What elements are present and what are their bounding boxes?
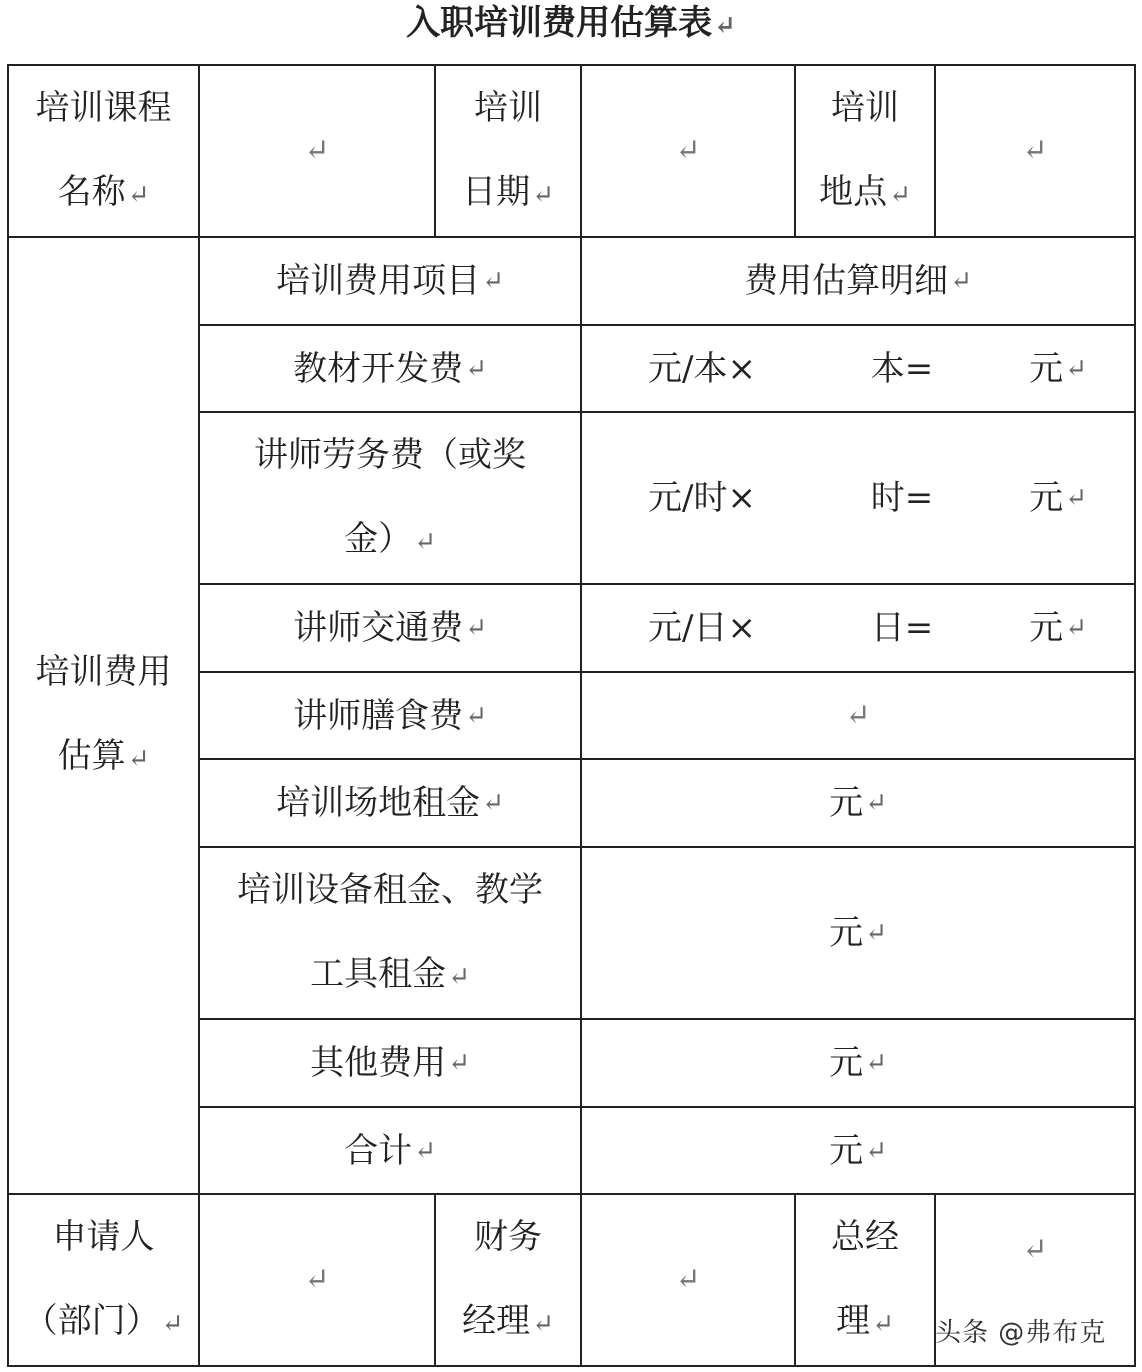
item-lecturer-meals: 讲师膳食费 ↵ (293, 695, 487, 736)
detail-total[interactable]: 元 ↵ (1029, 478, 1087, 518)
detail-other-fees[interactable]: 元 ↵ (829, 1043, 887, 1083)
item-lecturer-transport: 讲师交通费 ↵ (293, 608, 487, 648)
training-location-label: 培训 地点↵ (819, 87, 911, 212)
general-manager-value[interactable]: ↵ (1022, 1232, 1048, 1267)
detail-total[interactable]: 元 ↵ (1029, 348, 1087, 389)
training-estimate-label: 培训费用 估算↵ (35, 652, 172, 776)
detail-unit[interactable]: 元/本× (648, 348, 756, 389)
finance-manager-label: 财务 经理↵ (462, 1216, 554, 1341)
item-material-dev: 教材开发费 ↵ (293, 348, 487, 389)
item-total: 合计 ↵ (344, 1130, 436, 1171)
item-equipment-rent: 培训设备租金、教学 工具租金↵ (237, 869, 543, 994)
detail-qty[interactable]: 本= (870, 348, 934, 389)
detail-unit[interactable]: 元/日× (648, 608, 756, 648)
course-name-label: 培训课程 名称↵ (35, 87, 172, 212)
detail-unit[interactable]: 元/时× (648, 478, 756, 518)
general-manager-label: 总经 理↵ (831, 1216, 899, 1341)
applicant-value[interactable]: ↵ (304, 1262, 330, 1297)
training-date-label: 培训 日期↵ (462, 87, 554, 212)
detail-qty[interactable]: 日= (870, 608, 934, 648)
detail-total[interactable]: 元 ↵ (1029, 608, 1087, 648)
watermark-text: 头条 @弗布克 (935, 1318, 1107, 1348)
detail-venue-rent[interactable]: 元 ↵ (829, 783, 887, 823)
item-other-fees: 其他费用 ↵ (310, 1043, 470, 1083)
detail-column-header: 费用估算明细 ↵ (744, 261, 972, 301)
detail-meals[interactable]: ↵ (845, 697, 871, 733)
detail-equipment-rent[interactable]: 元 ↵ (829, 913, 887, 953)
item-column-header: 培训费用项目 ↵ (276, 261, 504, 301)
course-name-value[interactable]: ↵ (304, 133, 330, 168)
detail-total-sum[interactable]: 元 ↵ (829, 1130, 887, 1171)
training-location-value[interactable]: ↵ (1022, 133, 1048, 168)
form-title: 入职培训费用估算表↵ (406, 3, 736, 43)
detail-qty[interactable]: 时= (870, 478, 934, 518)
finance-manager-value[interactable]: ↵ (675, 1262, 701, 1297)
item-lecturer-fee: 讲师劳务费（或奖 金）↵ (254, 434, 526, 559)
item-venue-rent: 培训场地租金 ↵ (276, 783, 504, 823)
training-date-value[interactable]: ↵ (675, 133, 701, 168)
applicant-label: 申请人 （部门）↵ (23, 1216, 184, 1341)
